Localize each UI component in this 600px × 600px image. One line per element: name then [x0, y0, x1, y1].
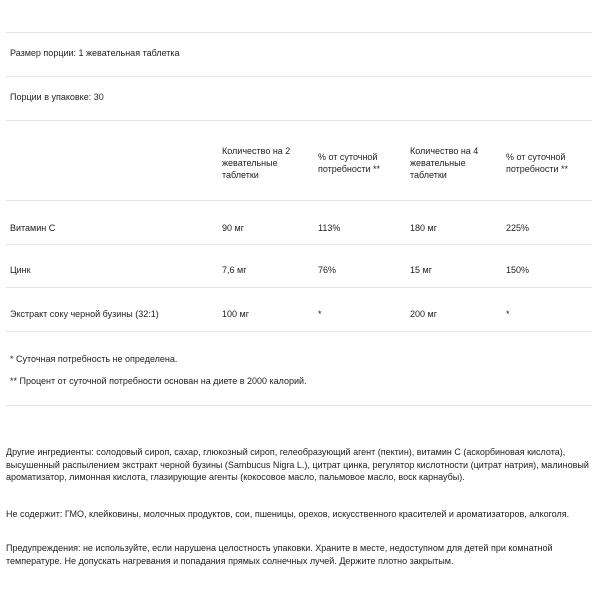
divider-top	[6, 32, 592, 33]
row-dv-2: 113%	[318, 223, 341, 233]
header-amount-4: Количество на 4 жевательные таблетки	[410, 146, 479, 180]
row-name: Экстракт соку черной бузины (32:1)	[10, 309, 159, 319]
divider-row-1	[6, 244, 592, 245]
row-amount-2: 100 мг	[222, 309, 249, 319]
footnote-daily-value: ** Процент от суточной потребности основан на диете в 2000 калорий.	[10, 376, 307, 386]
row-name: Витамин С	[10, 223, 56, 233]
serving-size: Размер порции: 1 жевательная таблетка	[10, 48, 180, 58]
divider-row-2	[6, 287, 592, 288]
row-dv-4: 225%	[506, 223, 530, 233]
servings-per-container: Порции в упаковке: 30	[10, 92, 104, 102]
warnings: Предупреждения: не используйте, если нарушена целостность упаковки. Храните в месте, недоступном для детей при комнатной температуре. Не допускать нагревания и попадания прямых солнечных лучей. Держите плотно закрытым.	[6, 543, 553, 566]
row-dv-4: 150%	[506, 265, 530, 275]
row-amount-4: 15 мг	[410, 265, 432, 275]
divider-servings	[6, 120, 592, 121]
divider-footnotes	[6, 405, 592, 406]
row-amount-4: 180 мг	[410, 223, 437, 233]
divider-row-3	[6, 331, 592, 332]
row-dv-4: *	[506, 309, 510, 319]
divider-header	[6, 200, 592, 201]
row-name: Цинк	[10, 265, 31, 275]
footnote-not-established: * Суточная потребность не определена.	[10, 354, 178, 364]
row-dv-2: 76%	[318, 265, 337, 275]
row-amount-2: 90 мг	[222, 223, 244, 233]
divider-serving	[6, 76, 592, 77]
row-amount-2: 7,6 мг	[222, 265, 247, 275]
header-dv-2: % от суточной потребности **	[318, 152, 380, 174]
row-dv-2: *	[318, 309, 322, 319]
row-amount-4: 200 мг	[410, 309, 437, 319]
does-not-contain: Не содержит: ГМО, клейковины, молочных продуктов, сои, пшеницы, орехов, искусственного красителей и ароматизаторов, алкоголя.	[6, 509, 570, 519]
other-ingredients: Другие ингредиенты: солодовый сироп, сахар, глюкозный сироп, гелеобразующий агент (пектин), витамин С (аскорбиновая кислота), высушенный распылением экстракт черной бузины (Sambucus Nigra L.), цитрат цинка, регулятор кислотности (цитрат натрия), малиновый ароматизатор, лимонная кислота, глазирующие агенты (кокосовое масло, пальмовое масло, воск карнаубы).	[6, 447, 589, 482]
header-dv-4: % от суточной потребности **	[506, 152, 568, 174]
header-amount-2: Количество на 2 жевательные таблетки	[222, 146, 291, 180]
